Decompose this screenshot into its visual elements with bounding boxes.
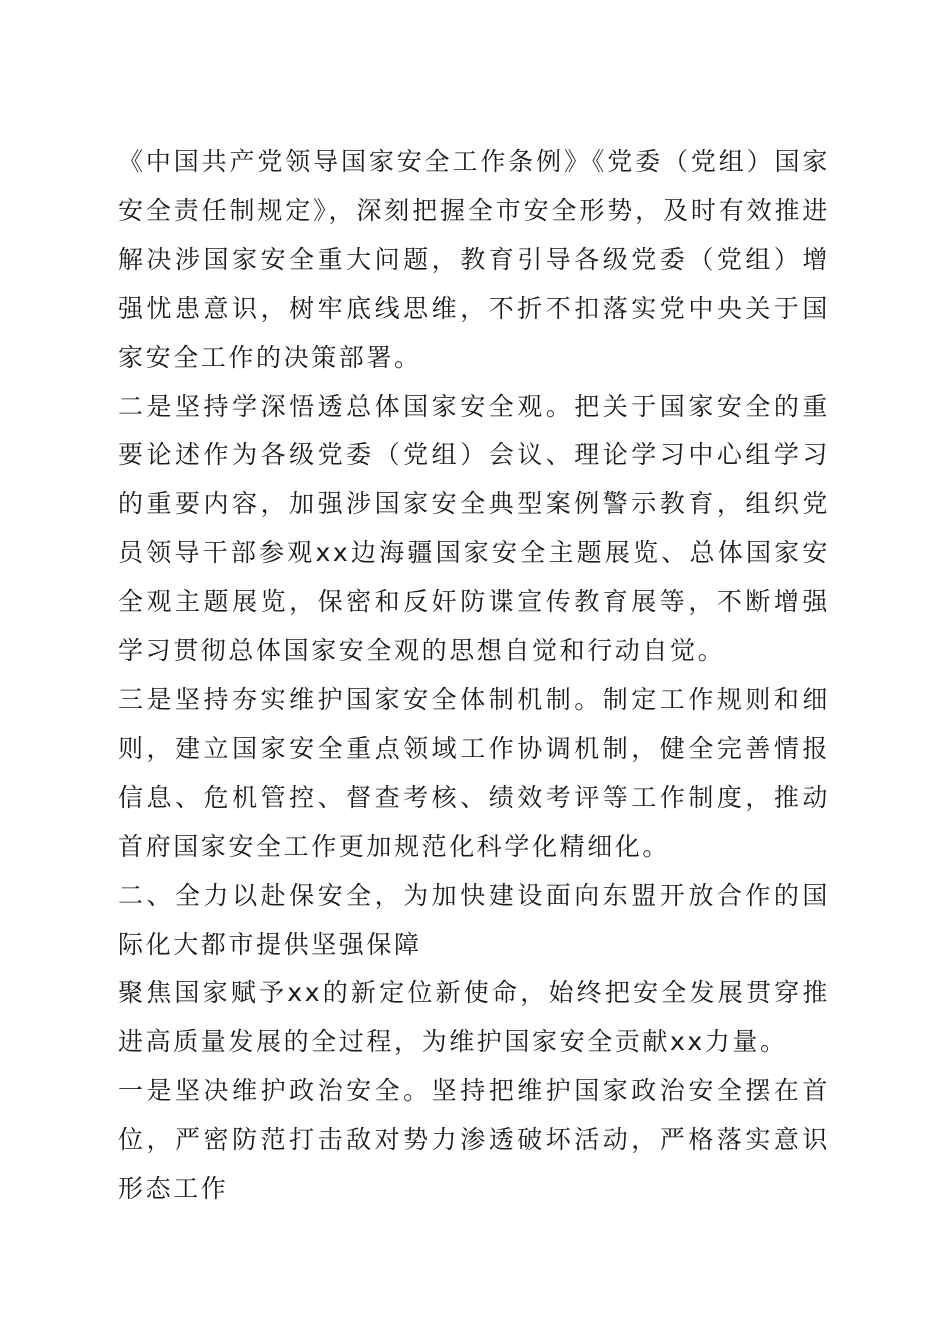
document-body [118,138,830,1214]
paragraph-point-one: 一是坚决维护政治安全。坚持把维护国家政治安全摆在首位，严密防范打击敌对势力渗透破坏活动，严格落实意识形态工作 [118,1076,830,1204]
paragraph-regulations: 《中国共产党领导国家安全工作条例》《党委（党组）国家安全责任制规定》，深刻把握全市安全形势，及时有效推进解决涉国家安全重大问题，教育引导各级党委（党组）增强忧患意识，树牢底线思维，不折不扣落实党中央关于国家安全工作的决策部署。 [118,147,830,372]
paragraph-section-intro: 聚焦国家赋予xx的新定位新使命，始终把安全发展贯穿推进高质量发展的全过程，为维护国家安全贡献xx力量。 [118,978,830,1057]
section-heading-two: 二、全力以赴保安全，为加快建设面向东盟开放合作的国际化大都市提供坚强保障 [118,880,830,959]
paragraph-point-two: 二是坚持学深悟透总体国家安全观。把关于国家安全的重要论述作为各级党委（党组）会议、理论学习中心组学习的重要内容，加强涉国家安全典型案例警示教育，组织党员领导干部参观xx边海疆国家安全主题展览、总体国家安全观主题展览，保密和反奸防谍宣传教育展等，不断增强学习贯彻总体国家安全观的思想自觉和行动自觉。 [118,391,830,666]
paragraph-point-three: 三是坚持夯实维护国家安全体制机制。制定工作规则和细则，建立国家安全重点领域工作协调机制，健全完善情报信息、危机管控、督查考核、绩效考评等工作制度，推动首府国家安全工作更加规范化科学化精细化。 [118,684,830,861]
